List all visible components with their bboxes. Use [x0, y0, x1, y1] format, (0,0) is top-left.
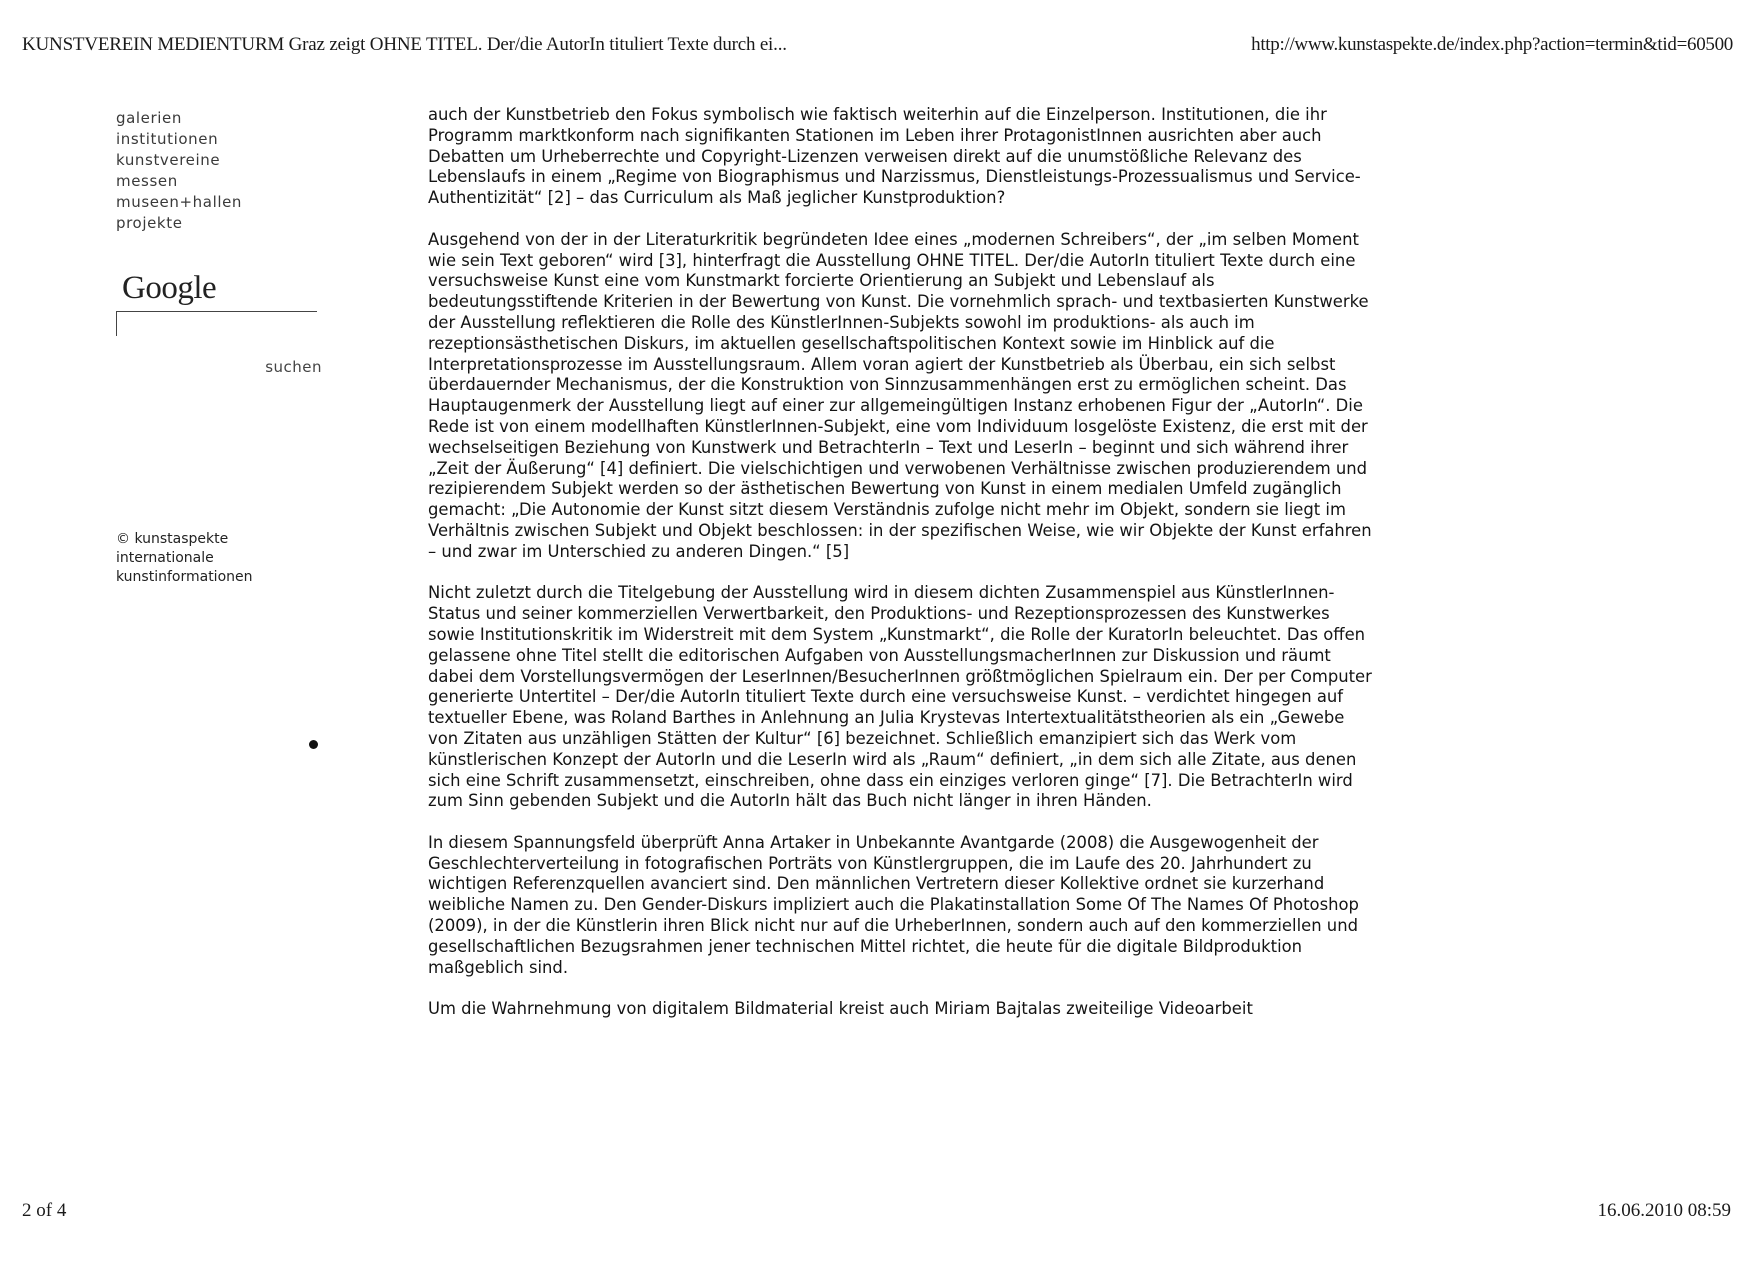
- print-header-url: http://www.kunstaspekte.de/index.php?action=termin&tid=60500: [1251, 34, 1733, 55]
- nav-item-galerien[interactable]: galerien: [116, 109, 182, 127]
- copyright-line: internationale: [116, 550, 214, 566]
- article-paragraph: Um die Wahrnehmung von digitalem Bildmaterial kreist auch Miriam Bajtalas zweiteilige Videoarbeit: [428, 999, 1253, 1019]
- nav-item-institutionen[interactable]: institutionen: [116, 130, 219, 148]
- search-button[interactable]: suchen: [265, 358, 322, 376]
- sidebar-nav: [116, 108, 336, 234]
- article-paragraph: Nicht zuletzt durch die Titelgebung der Ausstellung wird in diesem dichten Zusammenspiel aus KünstlerInnen-Status und seiner kommerziellen Verwertbarkeit, den Produktions- und Rezeptionsprozessen des Kunstwerkes sowie Institutionskritik im Widerstreit mit dem System „Kunstmarkt“, die Rolle der KuratorIn beleuchtet. Das offen gelassene ohne Titel stellt die editorischen Aufgaben von AusstellungsmacherInnen zur Diskussion und räumt dabei dem Vorstellungsvermögen der LeserInnen/BesucherInnen größtmöglichen Spielraum ein. Der per Computer generierte Untertitel – Der/die AutorIn tituliert Texte durch eine versuchsweise Kunst. – verdichtet hingegen auf textueller Ebene, was Roland Barthes in Anlehnung an Julia Krystevas Intertextualitätstheorien als ein „Gewebe von Zitaten aus unzähligen Stätten der Kultur“ [6] bezeichnet. Schließlich emanzipiert sich das Werk vom künstlerischen Konzept der AutorIn und die LeserIn wird als „Raum“ definiert, „in dem sich alle Zitate, aus denen sich eine Schrift zusammensetzt, einschreiben, ohne dass ein einziges verloren ginge“ [7]. Die BetrachterIn wird zum Sinn gebenden Subjekt und die AutorIn hält das Buch nicht länger in ihren Händen.: [428, 583, 1372, 811]
- article-body: [428, 105, 1378, 1041]
- article-paragraph: Ausgehend von der in der Literaturkritik begründeten Idee eines „modernen Schreibers“, der „im selben Moment wie sein Text geboren“ wird [3], hinterfragt die Ausstellung OHNE TITEL. Der/die AutorIn tituliert Texte durch eine versuchsweise Kunst eine vom Kunstmarkt forcierte Orientierung an Subjekt und Lebenslauf als bedeutungsstiftende Kriterien in der Bewertung von Kunst. Die vornehmlich sprach- und textbasierten Kunstwerke der Ausstellung reflektieren die Rolle des KünstlerInnen-Subjekts sowohl im produktions- als auch im rezeptionsästhetischen Diskurs, im aktuellen gesellschaftspolitischen Kontext sowie im Hinblick auf die Interpretationsprozesse im Ausstellungsraum. Allem voran agiert der Kunstbetrieb als Überbau, ein sich selbst überdauernder Mechanismus, der die Konstruktion von Sinnzusammenhängen erst zu ermöglichen scheint. Das Hauptaugenmerk der Ausstellung liegt auf einer zur allgemeingültigen Instanz erhobenen Figur der „AutorIn“. Die Rede ist von einem modellhaften KünstlerInnen-Subjekt, eine vom Individuum losgelöste Existenz, die erst mit der wechselseitigen Beziehung von Kunstwerk und BetrachterIn – Text und LeserIn – beginnt und sich während ihrer „Zeit der Äußerung“ [4] definiert. Die vielschichtigen und verwobenen Verhältnisse zwischen produzierendem und rezipierendem Subjekt werden so der ästhetischen Bewertung von Kunst in einem medialen Umfeld zugänglich gemacht: „Die Autonomie der Kunst sitzt diesem Verständnis zufolge nicht mehr im Objekt, sondern sie liegt im Verhältnis zwischen Subjekt und Objekt beschlossen: in der spezifischen Weise, wie wir Objekte der Kunst erfahren – und zwar im Unterschied zu anderen Dingen.“ [5]: [428, 229, 1372, 561]
- nav-item-messen[interactable]: messen: [116, 172, 178, 190]
- google-logo: Google: [122, 270, 217, 306]
- nav-item-museen-hallen[interactable]: museen+hallen: [116, 193, 243, 211]
- print-footer-datetime: 16.06.2010 08:59: [1597, 1200, 1731, 1221]
- nav-item-kunstvereine[interactable]: kunstvereine: [116, 151, 221, 169]
- google-search-box: [116, 270, 336, 380]
- print-header-title: KUNSTVEREIN MEDIENTURM Graz zeigt OHNE TITEL. Der/die AutorIn tituliert Texte durch ei...: [22, 34, 787, 55]
- copyright-line: © kunstaspekte: [116, 531, 229, 547]
- sidebar: [116, 108, 336, 587]
- scan-speck: [309, 740, 318, 749]
- article-paragraph: In diesem Spannungsfeld überprüft Anna Artaker in Unbekannte Avantgarde (2008) die Ausgewogenheit der Geschlechterverteilung in fotografischen Porträts von Künstlergruppen, die im Laufe des 20. Jahrhundert zu wichtigen Referenzquellen avanciert sind. Den männlichen Vertretern dieser Kollektive ordnet sie kurzerhand weibliche Namen zu. Den Gender-Diskurs impliziert auch die Plakatinstallation Some Of The Names Of Photoshop (2009), in der die Künstlerin ihren Blick nicht nur auf die UrheberInnen, sondern auch auf den kommerziellen und gesellschaftlichen Bezugsrahmen jener technischen Mittel richtet, die heute für die digitale Bildproduktion maßgeblich sind.: [428, 832, 1359, 977]
- nav-item-projekte[interactable]: projekte: [116, 214, 183, 232]
- search-input[interactable]: [116, 311, 317, 336]
- article-paragraph: auch der Kunstbetrieb den Fokus symbolisch wie faktisch weiterhin auf die Einzelperson. Institutionen, die ihr Programm marktkonform nach signifikanten Stationen im Leben ihrer ProtagonistInnen ausrichten aber auch Debatten um Urheberrechte und Copyright-Lizenzen verweisen direkt auf die unumstößliche Relevanz des Lebenslaufs in einem „Regime von Biographismus und Narzissmus, Dienstleistungs-Prozessualismus und Service-Authentizität“ [2] – das Curriculum als Maß jeglicher Kunstproduktion?: [428, 105, 1361, 208]
- print-footer-page: 2 of 4: [22, 1200, 67, 1221]
- copyright-notice: [116, 530, 336, 587]
- copyright-line: kunstinformationen: [116, 569, 253, 585]
